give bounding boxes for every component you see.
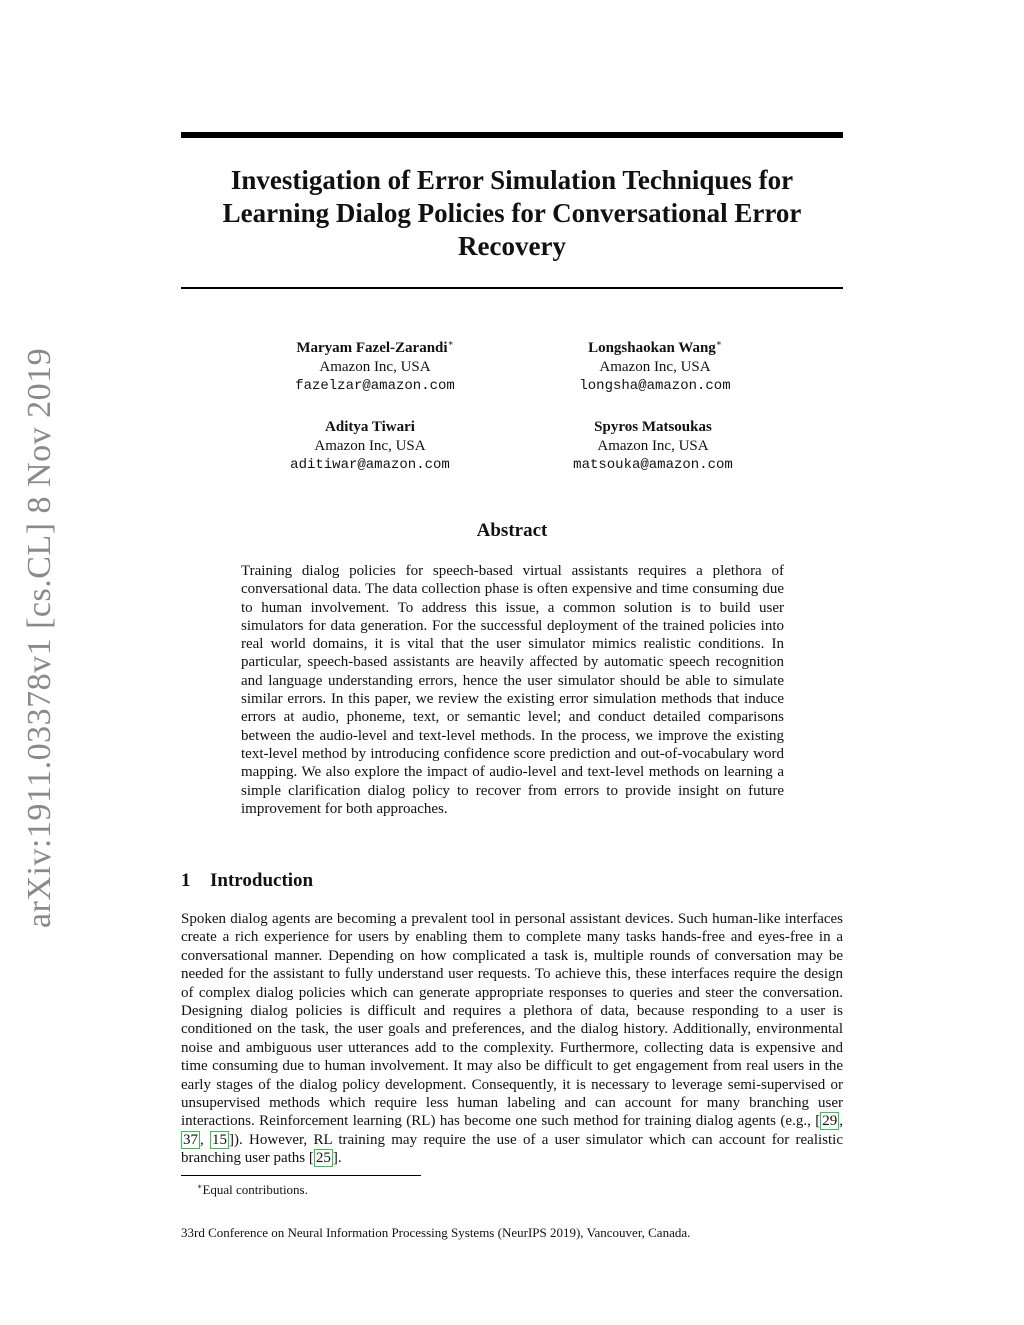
author-affiliation: Amazon Inc, USA <box>599 359 711 375</box>
footnote-text: Equal contributions. <box>202 1182 308 1197</box>
author-email[interactable]: aditiwar@amazon.com <box>290 457 450 473</box>
footnote <box>197 1178 308 1198</box>
author-name-wrap <box>525 334 785 358</box>
abstract-heading: Abstract <box>476 520 548 541</box>
footnote-rule <box>181 1175 421 1176</box>
conference-venue: 33rd Conference on Neural Information Processing Systems (NeurIPS 2019), Vancouver, Canada. <box>181 1225 691 1240</box>
citation-link[interactable]: 37 <box>183 1131 198 1148</box>
author-name: Maryam Fazel-Zarandi <box>296 340 448 356</box>
author-affiliation: Amazon Inc, USA <box>597 438 709 454</box>
author-affiliation: Amazon Inc, USA <box>319 359 431 375</box>
paper-title <box>181 164 843 263</box>
author-block <box>525 334 785 396</box>
title-line: Learning Dialog Policies for Conversational Error <box>222 198 802 228</box>
author-name: Spyros Matsoukas <box>594 419 712 435</box>
author-block <box>240 418 500 475</box>
author-affiliation: Amazon Inc, USA <box>314 438 426 454</box>
intro-text: ]). However, RL training may require the use of a user simulator which can account for realistic branching user paths [ <box>181 1131 844 1167</box>
citation-link[interactable]: 29 <box>822 1113 838 1130</box>
citation-link[interactable]: 25 <box>315 1150 331 1167</box>
author-mark: ∗ <box>447 338 454 348</box>
author-email[interactable]: fazelzar@amazon.com <box>295 378 455 394</box>
title-top-rule <box>181 132 843 138</box>
abstract-text: Training dialog policies for speech-based virtual assistants requires a plethora of conversational data. The data collection phase is often expensive and time consuming due to human involvement. To address this issue, a common solution is to build user simulators for data generation. For the successful deployment of the trained policies into real world domains, it is vital that the user simulator mimics realistic conditions. In particular, speech-based assistants are heavily affected by automatic speech recognition and language understanding errors, hence the user simulator should be able to simulate similar errors. In this paper, we review the existing error simulation methods that induce errors at audio, phoneme, text, or semantic level; and conduct detailed comparisons between the audio-level and text-level methods. In the process, we improve the existing text-level method by introducing confidence score prediction and out-of-vocabulary word mapping. We also explore the impact of audio-level and text-level methods on learning a simple clarification dialog policy to recover from errors to provide insight on future improvement for both approaches. <box>241 563 784 817</box>
intro-text: ]. <box>332 1150 342 1167</box>
author-email[interactable]: matsouka@amazon.com <box>573 457 733 473</box>
title-line: Recovery <box>458 231 566 261</box>
citation-separator: , <box>839 1113 843 1130</box>
author-mark: ∗ <box>715 338 722 348</box>
section-title: Introduction <box>210 870 314 891</box>
author-block <box>523 418 783 475</box>
author-name: Aditya Tiwari <box>325 419 415 435</box>
title-line: Investigation of Error Simulation Techniques for <box>230 165 794 195</box>
author-name: Longshaokan Wang <box>588 340 716 356</box>
citation-link[interactable]: 15 <box>212 1131 228 1148</box>
section-number: 1 <box>181 870 191 891</box>
footnote-mark: ∗ <box>197 1182 203 1191</box>
intro-text: Spoken dialog agents are becoming a prevalent tool in personal assistant devices. Such human-like interfaces create a rich experience for users by enabling them to complete many tasks hands-free and eyes-free in a conversational manner. Depending on how complicated a task is, multiple rounds of conversation may be needed for the assistant to fully understand user requests. To achieve this, these interfaces require the design of complex dialog policies which can generate appropriate responses to queries and steer the conversation. Designing dialog policies is difficult and requires a plethora of data, because responding to a user is conditioned on the task, the user goals and preferences, and the dialog history. Additionally, environmental noise and ambiguous user utterances add to the complexity. Furthermore, collecting data is expensive and time consuming due to human involvement. It may also be difficult to get engagement from real users in the early stages of the dialog policy development. Consequently, it is necessary to leverage semi-supervised or unsupervised methods which require less human labeling and can account for many branching user interactions. Reinforcement learning (RL) has become one such method for training dialog agents (e.g., [ <box>181 911 843 1130</box>
author-name-wrap <box>245 334 505 358</box>
arxiv-identifier: arXiv:1911.03378v1 [cs.CL] 8 Nov 2019 <box>21 347 58 928</box>
section-heading <box>181 869 313 893</box>
introduction-text <box>181 910 843 1168</box>
author-block <box>245 334 505 396</box>
title-bottom-rule <box>181 287 843 289</box>
author-email[interactable]: longsha@amazon.com <box>579 378 731 394</box>
citation-separator: , <box>200 1131 211 1148</box>
